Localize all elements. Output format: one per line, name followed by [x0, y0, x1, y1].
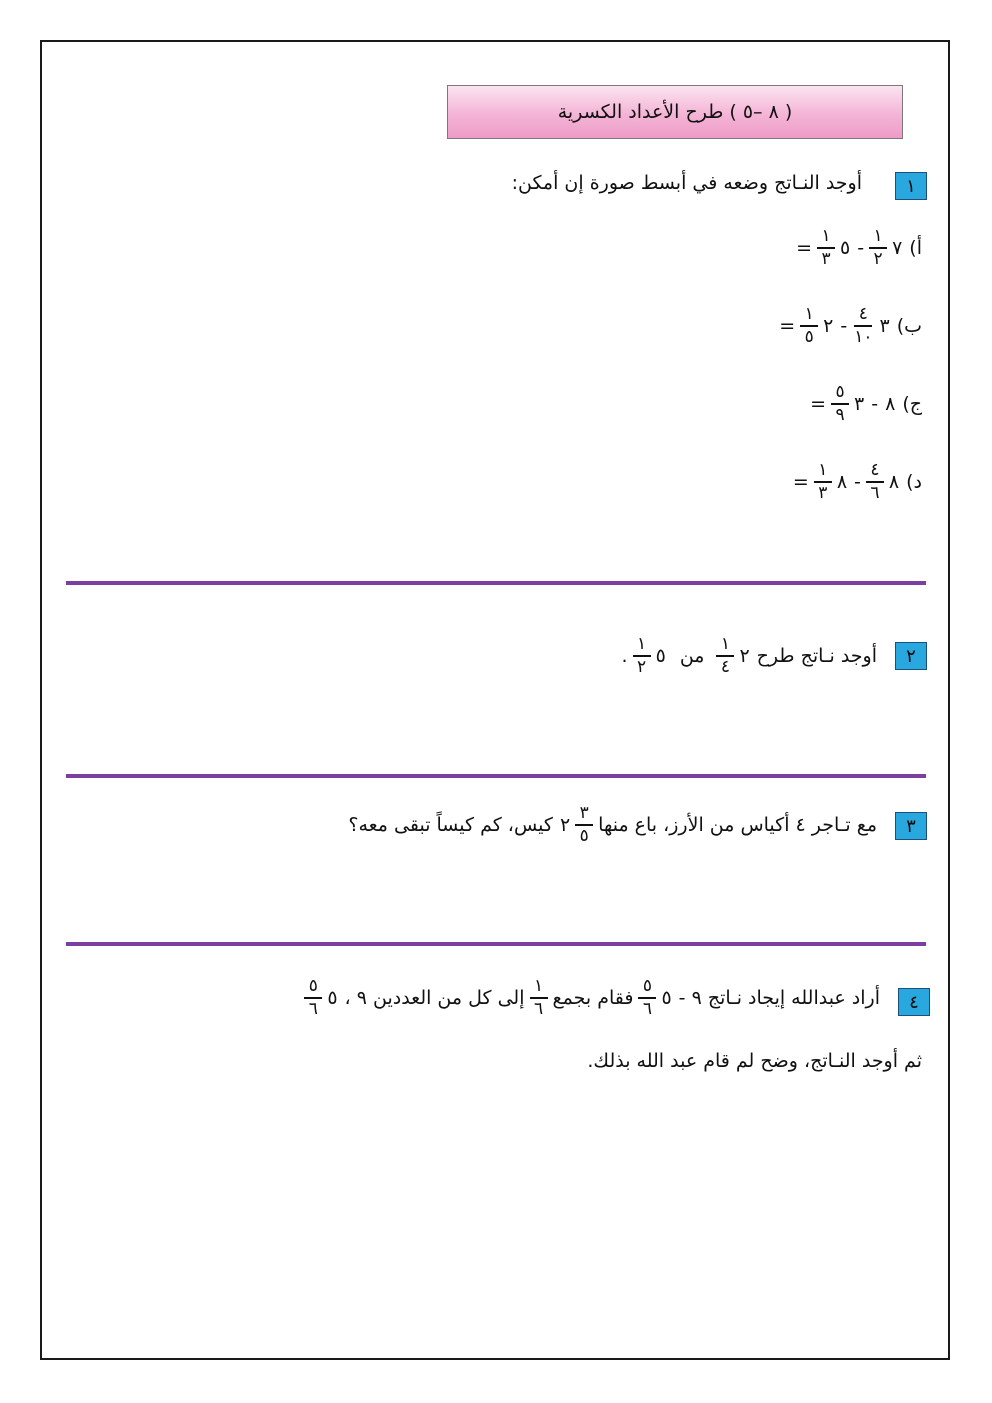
question-4-number: ٤: [898, 988, 930, 1016]
question-2-text: أوجد نـاتج طرح ٢ $\frac{١}{٤}$ من ٥ $\frac{١}{٢}$ .: [621, 634, 877, 677]
fraction: $\frac{٥}{٦}$: [304, 978, 322, 1018]
fraction: $\frac{٤}{٦}$: [866, 462, 884, 502]
question-1-prompt: أوجد النـاتج وضعه في أبسط صورة إن أمكن:: [511, 172, 862, 194]
lesson-title-text: ( ٨ –٥ ) طرح الأعداد الكسرية: [557, 101, 793, 123]
fraction: $\frac{١}{٤}$: [716, 636, 734, 676]
section-divider: [66, 942, 926, 946]
question-4-line2: ثم أوجد النـاتج، وضح لم قام عبد الله بذلك.: [587, 1050, 922, 1072]
fraction: $\frac{١}{٣}$: [814, 462, 832, 502]
question-4-text: أراد عبدالله إيجاد نـاتج ٩ - ٥ $\frac{٥}{٦}$ فقام بجمع $\frac{١}{٦}$ إلى كل من العددين ٩ ، ٥ $\frac{٥}{٦}$: [299, 978, 880, 1018]
question-3-text: مع تـاجر ٤ أكياس من الأرز، باع منها $\frac{٣}{٥}$ ٢ كيس، كم كيساً تبقى معه؟: [348, 803, 877, 846]
section-divider: [66, 581, 926, 585]
fraction: $\frac{١}{٥}$: [800, 306, 818, 346]
question-1a: أ) ٧ $\frac{١}{٢}$ - ٥ $\frac{١}{٣}$ =: [796, 226, 922, 269]
fraction: $\frac{٤}{١٠}$: [854, 304, 873, 347]
question-3-number: ٣: [895, 812, 927, 840]
section-divider: [66, 774, 926, 778]
fraction: $\frac{١}{٦}$: [530, 978, 548, 1018]
fraction: $\frac{٥}{٦}$: [638, 978, 656, 1018]
fraction: $\frac{٥}{٩}$: [831, 384, 849, 424]
fraction: $\frac{٣}{٥}$: [575, 805, 593, 845]
lesson-title: [447, 85, 903, 139]
fraction: $\frac{١}{٢}$: [633, 636, 651, 676]
question-1d: د) ٨ $\frac{٤}{٦}$ - ٨ $\frac{١}{٣}$ =: [792, 460, 922, 503]
question-1-number: ١: [895, 172, 927, 200]
fraction: $\frac{١}{٣}$: [817, 228, 835, 268]
fraction: $\frac{١}{٢}$: [869, 228, 887, 268]
question-2-number: ٢: [895, 642, 927, 670]
question-1b: ب) ٣ $\frac{٤}{١٠}$ - ٢ $\frac{١}{٥}$ =: [779, 304, 922, 347]
question-1c: ج) ٨ - ٣ $\frac{٥}{٩}$ =: [810, 382, 922, 425]
